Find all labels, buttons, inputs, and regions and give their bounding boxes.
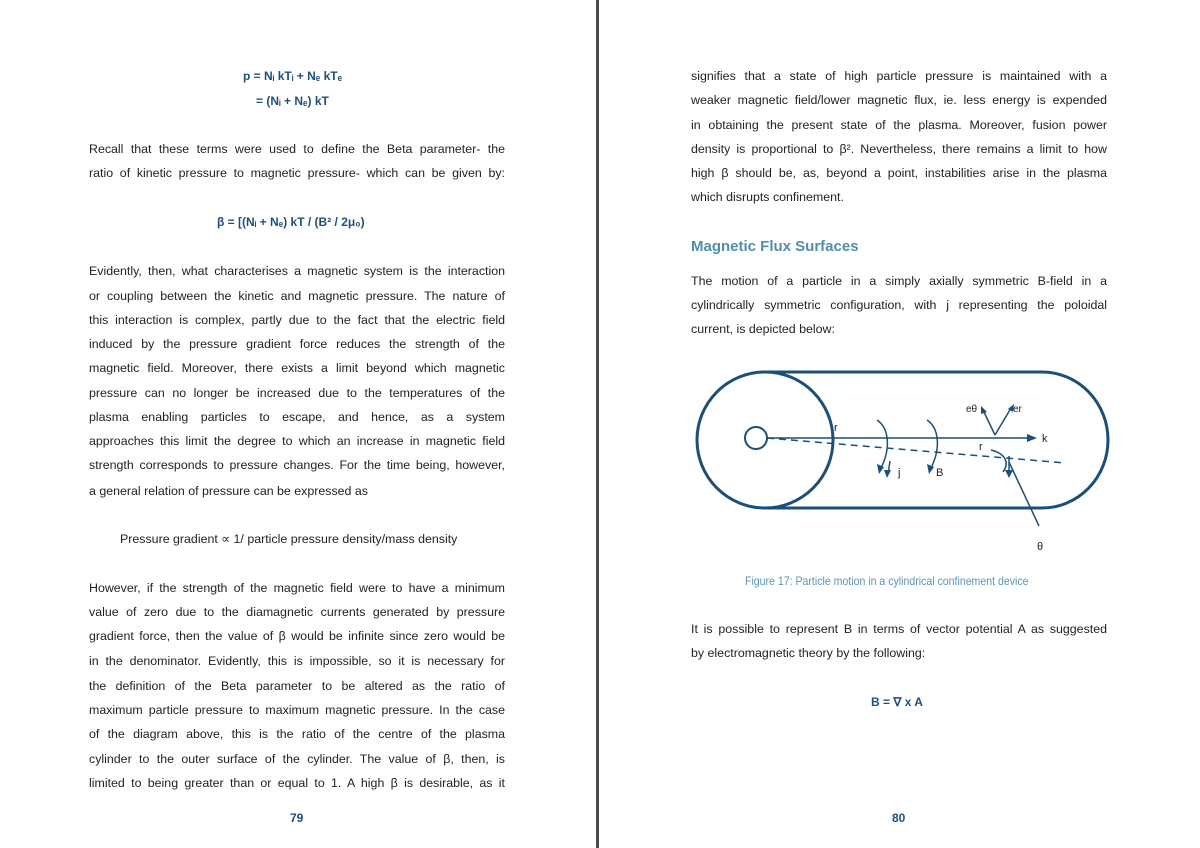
paragraph-line: induced by the pressure gradient force reduces the strength of the — [89, 337, 505, 351]
beta-equation: β = [(Nᵢ + Nₑ) kT / (B² / 2μ₀) — [217, 215, 365, 229]
paragraph-line: cylinder to the outer surface of the cylinder. The value of β, then, is — [89, 752, 505, 766]
helix-loop-3 — [991, 450, 1006, 472]
paragraph-line: in the denominator. Evidently, this is impossible, so it is necessary for — [89, 654, 505, 668]
paragraph-line: or coupling between the kinetic and magnetic pressure. The nature of — [89, 289, 505, 303]
label-e-theta: eθ — [966, 404, 978, 415]
label-e-r: er — [1013, 404, 1022, 415]
down-arrowhead — [1005, 470, 1013, 478]
helix-loop-2 — [927, 420, 937, 468]
paragraph-line: The motion of a particle in a simply axially symmetric B-field in a — [691, 274, 1107, 288]
paragraph-line: Evidently, then, what characterises a magnetic system is the interaction — [89, 264, 505, 278]
helix-loop-1 — [877, 420, 887, 468]
left-page — [0, 0, 596, 848]
paragraph-line: current, is depicted below: — [691, 322, 835, 336]
pressure-equation-line-2: = (Nᵢ + Nₑ) kT — [256, 94, 329, 108]
axis-arrowhead — [1027, 434, 1037, 442]
paragraph-line: value of zero due to the diamagnetic currents generated by pressure — [89, 605, 505, 619]
paragraph-line: a general relation of pressure can be expressed as — [89, 484, 368, 498]
paragraph-line: plasma enabling particles to escape, and hence, as a system — [89, 410, 505, 424]
paragraph-line: this interaction is complex, partly due to the fact that the electric field — [89, 313, 505, 327]
cylinder-diagram — [691, 368, 1121, 568]
paragraph-line: density is proportional to β². Nevertheless, there remains a limit to how — [691, 142, 1107, 156]
paragraph-line: signifies that a state of high particle pressure is maintained with a — [691, 69, 1107, 83]
j-arrowhead — [884, 470, 891, 478]
paragraph-line: It is possible to represent B in terms of vector potential A as suggested — [691, 622, 1107, 636]
label-k: k — [1042, 433, 1048, 445]
paragraph-line: in obtaining the present state of the plasma. Moreover, fusion power — [691, 118, 1107, 132]
paragraph-line: approaches this limit the degree to which an increase in magnetic field — [89, 434, 505, 448]
page-number: 80 — [892, 811, 906, 825]
label-j: j — [898, 467, 901, 479]
paragraph-line: magnetic field. Moreover, there exists a limit beyond which magnetic — [89, 361, 505, 375]
paragraph-line: maximum particle pressure to maximum magnetic pressure. In the case — [89, 703, 505, 717]
pressure-equation-line-1: p = Nᵢ kTᵢ + Nₑ kTₑ — [243, 69, 343, 83]
e-r-vector — [995, 408, 1011, 435]
section-heading: Magnetic Flux Surfaces — [691, 238, 859, 255]
paragraph-line: However, if the strength of the magnetic field were to have a minimum — [89, 581, 505, 595]
paragraph-line: which disrupts confinement. — [691, 190, 844, 204]
paragraph-line: pressure can no longer be increased due to the temperatures of the — [89, 386, 505, 400]
paragraph-line: the definition of the Beta parameter to be altered as the ratio of — [89, 679, 505, 693]
paragraph-line: by electromagnetic theory by the following: — [691, 646, 926, 660]
label-r1: r — [834, 422, 838, 434]
paragraph-line: gradient force, then the value of β would be infinite since zero would be — [89, 629, 505, 643]
cylinder-body-outline — [765, 372, 1108, 508]
paragraph-line: ratio of kinetic pressure to magnetic pressure- which can be given by: — [89, 166, 505, 180]
e-theta-vector — [983, 410, 995, 435]
page-number: 79 — [290, 811, 304, 825]
paragraph-line: high β should be, as, beyond a point, instabilities arise in the plasma — [691, 166, 1107, 180]
label-r2: r — [979, 441, 983, 453]
vector-potential-equation: B = ∇ x A — [871, 695, 923, 709]
paragraph-line: of the diagram above, this is the ratio of the centre of the plasma — [89, 727, 505, 741]
label-B: B — [936, 467, 944, 479]
figure-caption: Figure 17: Particle motion in a cylindrical confinement device — [745, 574, 1029, 588]
theta-line — [1009, 462, 1039, 526]
paragraph-line: cylindrically symmetric configuration, with j representing the poloidal — [691, 298, 1107, 312]
right-page — [599, 0, 1200, 848]
e-theta-arrowhead — [981, 406, 987, 414]
dashed-line — [767, 438, 1066, 463]
label-theta: θ — [1037, 541, 1044, 553]
paragraph-line: limited to being greater than or equal to 1. A high β is desirable, as it — [89, 776, 505, 790]
pressure-relation: Pressure gradient ∝ 1/ particle pressure density/mass density — [120, 532, 458, 546]
paragraph-line: weaker magnetic field/lower magnetic flux, ie. less energy is expended — [691, 93, 1107, 107]
particle-origin-circle — [745, 427, 767, 449]
paragraph-line: Recall that these terms were used to define the Beta parameter- the — [89, 142, 505, 156]
paragraph-line: strength corresponds to pressure changes. For the time being, however, — [89, 458, 505, 472]
